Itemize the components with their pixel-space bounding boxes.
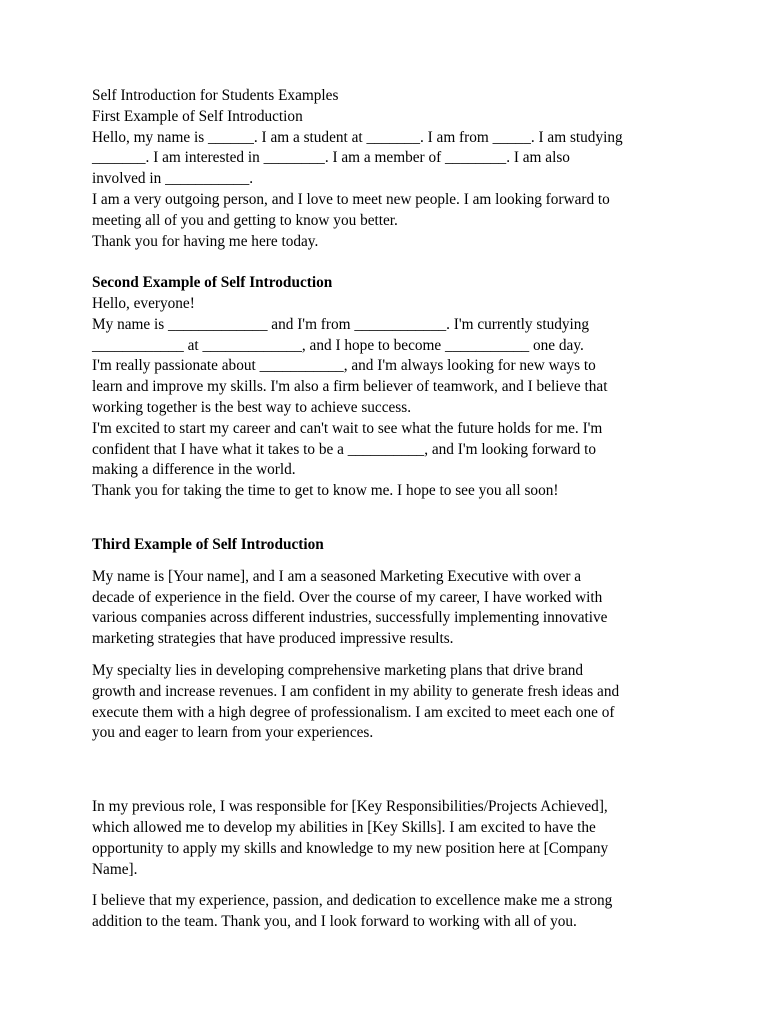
text-line: confident that I have what it takes to be a __________, and I'm looking forward to: [92, 440, 597, 458]
text-line: In my previous role, I was responsible for [Key Responsibilities/Projects Achieved],: [92, 798, 608, 816]
section-1-heading: First Example of Self Introduction: [92, 107, 303, 125]
text-line: ____________ at _____________, and I hope to become ___________ one day.: [92, 336, 584, 354]
text-line: Thank you for taking the time to get to know me. I hope to see you all soon!: [92, 482, 559, 500]
document-page: [92, 86, 692, 933]
section-1-body: [92, 128, 692, 253]
text-line: execute them with a high degree of professionalism. I am excited to meet each one of: [92, 703, 615, 721]
text-line: Hello, my name is ______. I am a student at _______. I am from _____. I am studying: [92, 128, 623, 146]
text-line: My specialty lies in developing comprehensive marketing plans that drive brand: [92, 661, 584, 679]
text-line: decade of experience in the field. Over the course of my career, I have worked with: [92, 588, 603, 606]
text-line: involved in ___________.: [92, 170, 254, 188]
text-line: which allowed me to develop my abilities in [Key Skills]. I am excited to have the: [92, 818, 596, 836]
text-line: you and eager to learn from your experiences.: [92, 724, 374, 742]
text-line: opportunity to apply my skills and knowledge to my new position here at [Company: [92, 839, 609, 857]
text-line: My name is _____________ and I'm from ____________. I'm currently studying: [92, 315, 590, 333]
text-line: addition to the team. Thank you, and I look forward to working with all of you.: [92, 913, 577, 931]
text-line: various companies across different industries, successfully implementing innovative: [92, 609, 608, 627]
section-3-paragraph-3: [92, 797, 692, 880]
text-line: marketing strategies that have produced impressive results.: [92, 630, 454, 648]
document-title: Self Introduction for Students Examples: [92, 87, 339, 104]
text-line: I'm excited to start my career and can't wait to see what the future holds for me. I'm: [92, 419, 603, 437]
text-line: Hello, everyone!: [92, 294, 195, 312]
text-line: growth and increase revenues. I am confident in my ability to generate fresh ideas and: [92, 682, 620, 700]
section-3-heading: Third Example of Self Introduction: [92, 535, 324, 553]
section-3-paragraph-2: [92, 661, 692, 744]
text-line: meeting all of you and getting to know you better.: [92, 211, 398, 229]
text-line: learn and improve my skills. I'm also a firm believer of teamwork, and I believe that: [92, 378, 608, 396]
section-2-heading: Second Example of Self Introduction: [92, 274, 333, 292]
section-2-body: [92, 294, 692, 502]
text-line: _______. I am interested in ________. I am a member of ________. I am also: [92, 149, 570, 167]
text-line: I am a very outgoing person, and I love to meet new people. I am looking forward to: [92, 190, 610, 208]
text-line: Name].: [92, 860, 138, 878]
section-3-paragraph-1: [92, 567, 692, 650]
text-line: working together is the best way to achieve success.: [92, 398, 412, 416]
text-line: I believe that my experience, passion, and dedication to excellence make me a strong: [92, 892, 613, 910]
text-line: Thank you for having me here today.: [92, 232, 319, 250]
section-3-paragraph-4: [92, 891, 692, 933]
text-line: I'm really passionate about ___________, and I'm always looking for new ways to: [92, 357, 596, 375]
text-line: My name is [Your name], and I am a seasoned Marketing Executive with over a: [92, 567, 582, 585]
text-line: making a difference in the world.: [92, 461, 296, 479]
